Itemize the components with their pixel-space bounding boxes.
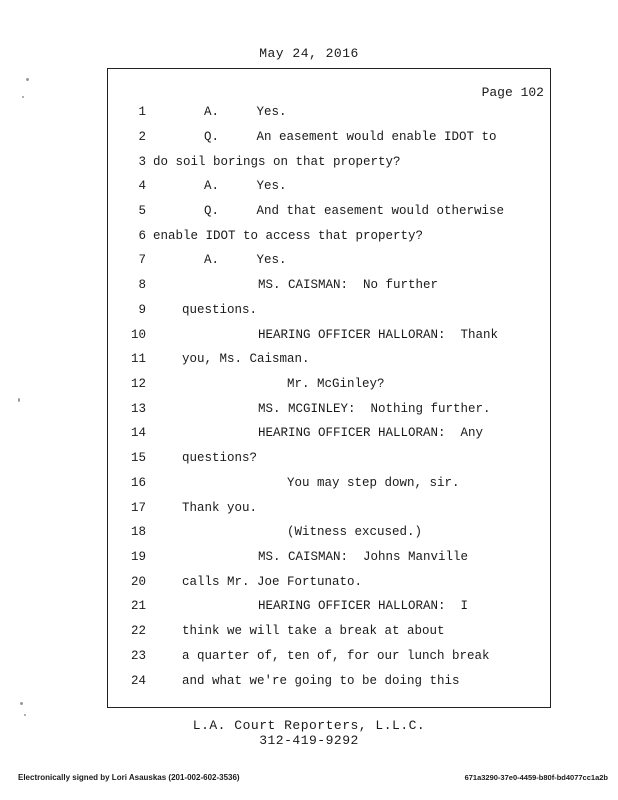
- line-number: 11: [130, 352, 146, 366]
- transcript-line: You may step down, sir.: [287, 476, 460, 490]
- transcript-line: (Witness excused.): [287, 525, 423, 539]
- transcript-line: A. Yes.: [204, 253, 287, 267]
- line-number: 13: [130, 402, 146, 416]
- line-number: 12: [130, 377, 146, 391]
- line-number: 16: [130, 476, 146, 490]
- transcript-line: MS. CAISMAN: Johns Manville: [258, 550, 469, 564]
- transcript-line: Mr. McGinley?: [287, 377, 385, 391]
- transcript-line: you, Ms. Caisman.: [182, 352, 310, 366]
- scan-speck: [24, 714, 26, 716]
- line-number: 3: [138, 155, 146, 169]
- line-number: 19: [130, 550, 146, 564]
- line-number: 9: [138, 303, 146, 317]
- transcript-line: think we will take a break at about: [182, 624, 445, 638]
- transcript-line: do soil borings on that property?: [153, 155, 401, 169]
- transcript-line: MS. MCGINLEY: Nothing further.: [258, 402, 491, 416]
- line-number: 8: [138, 278, 146, 292]
- transcript-line: enable IDOT to access that property?: [153, 229, 424, 243]
- transcript-line: HEARING OFFICER HALLORAN: Any: [258, 426, 484, 440]
- line-number: 20: [130, 575, 146, 589]
- line-number: 17: [130, 501, 146, 515]
- transcript-line: calls Mr. Joe Fortunato.: [182, 575, 363, 589]
- line-number: 15: [130, 451, 146, 465]
- line-number: 24: [130, 674, 146, 688]
- transcript-line: A. Yes.: [204, 179, 287, 193]
- transcript-line: a quarter of, ten of, for our lunch break: [182, 649, 490, 663]
- line-number: 22: [130, 624, 146, 638]
- scan-speck: [22, 96, 24, 98]
- line-number: 7: [138, 253, 146, 267]
- line-number: 21: [130, 599, 146, 613]
- line-number: 1: [138, 105, 146, 119]
- transcript-line: Q. And that easement would otherwise: [204, 204, 505, 218]
- scan-speck: [18, 398, 20, 402]
- transcript-line: HEARING OFFICER HALLORAN: I: [258, 599, 469, 613]
- line-number: 6: [138, 229, 146, 243]
- transcript-line: A. Yes.: [204, 105, 287, 119]
- reporter-phone: 312-419-9292: [259, 733, 359, 748]
- page-number: Page 102: [481, 85, 544, 100]
- transcript-date: May 24, 2016: [259, 46, 359, 61]
- transcript-line: Q. An easement would enable IDOT to: [204, 130, 497, 144]
- document-hash: 671a3290-37e0-4459-b80f-bd4077cc1a2b: [464, 773, 608, 782]
- line-number: 5: [138, 204, 146, 218]
- line-number: 2: [138, 130, 146, 144]
- scan-speck: [26, 78, 29, 81]
- reporter-company: L.A. Court Reporters, L.L.C.: [192, 718, 426, 733]
- transcript-page: [107, 68, 551, 708]
- transcript-line: questions.: [182, 303, 258, 317]
- transcript-line: Thank you.: [182, 501, 258, 515]
- transcript-line: questions?: [182, 451, 258, 465]
- scan-speck: [20, 702, 23, 705]
- line-number: 14: [130, 426, 146, 440]
- transcript-line: MS. CAISMAN: No further: [258, 278, 439, 292]
- transcript-line: and what we're going to be doing this: [182, 674, 460, 688]
- transcript-line: HEARING OFFICER HALLORAN: Thank: [258, 328, 499, 342]
- electronic-signature: Electronically signed by Lori Asauskas (201-002-602-3536): [18, 773, 240, 782]
- line-number: 23: [130, 649, 146, 663]
- line-number: 4: [138, 179, 146, 193]
- line-number: 10: [130, 328, 146, 342]
- line-number: 18: [130, 525, 146, 539]
